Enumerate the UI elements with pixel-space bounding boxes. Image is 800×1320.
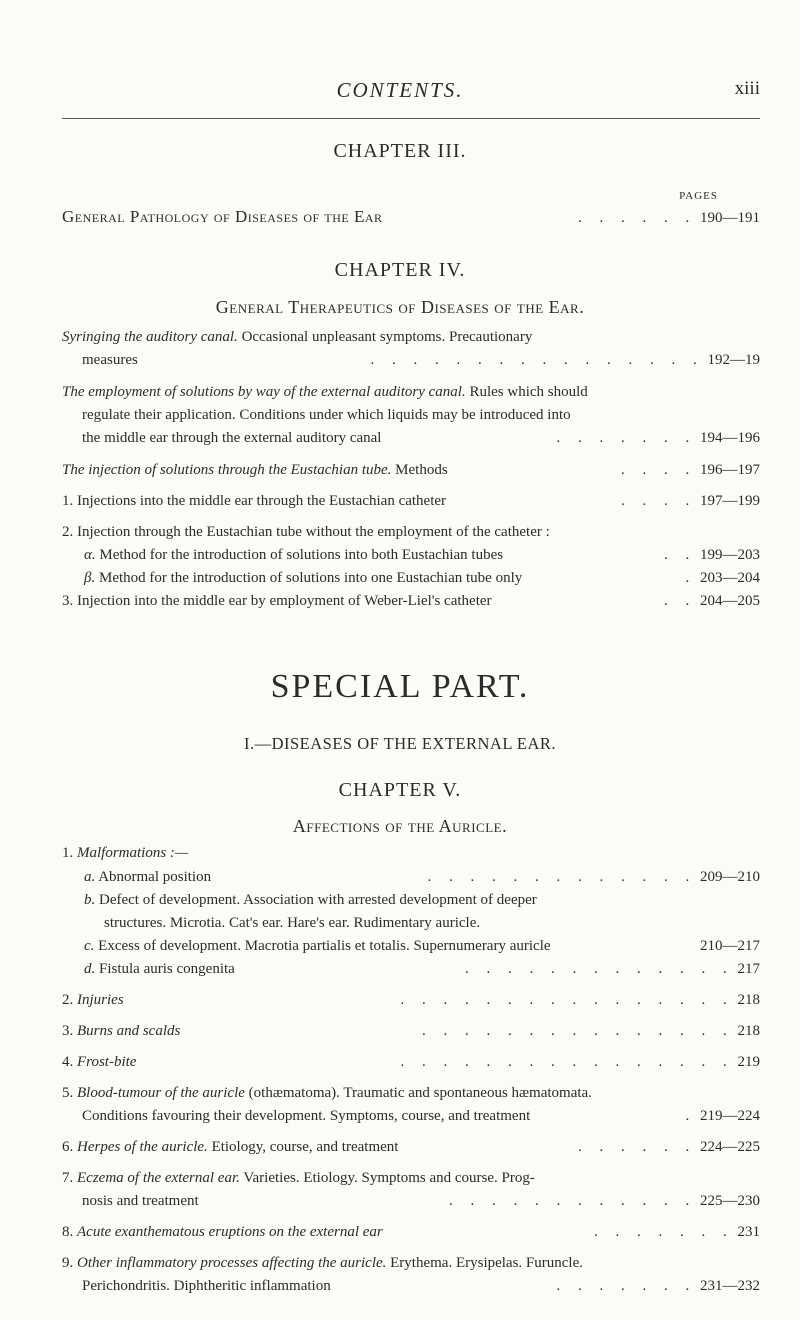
- toc-pages: 218: [737, 1023, 760, 1039]
- chapter-3-entry: General Pathology of Diseases of the Ear . . . . . . 190—191: [62, 207, 760, 226]
- toc-entry: 2. Injuries . . . . . . . . . . . . . . . . 218: [62, 992, 760, 1008]
- special-part-title: SPECIAL PART.: [270, 668, 530, 705]
- chapter-4-heading: CHAPTER IV.: [334, 259, 466, 281]
- toc-pages: 224—225: [700, 1139, 760, 1155]
- chapter-3-heading: CHAPTER III.: [333, 140, 467, 162]
- toc-entry: 3. Injection into the middle ear by employment of Weber-Liel's catheter . . 204—205: [62, 593, 760, 609]
- toc-pages: 192—19: [707, 352, 760, 368]
- chapter-4-subtitle: General Therapeutics of Diseases of the Ear.: [215, 297, 585, 317]
- chapter-3-entry-text: General Pathology of Diseases of the Ear: [62, 207, 383, 226]
- toc-pages: 209—210: [700, 869, 760, 885]
- toc-entry-cont: nosis and treatment . . . . . . . . . . . . 225—230: [82, 1193, 760, 1209]
- toc-pages: 196—197: [700, 462, 760, 478]
- chapter-5-subtitle: Affections of the Auricle.: [292, 816, 508, 836]
- toc-pages: 199—203: [700, 547, 760, 563]
- toc-pages: 225—230: [700, 1193, 760, 1209]
- toc-entry: Syringing the auditory canal. Occasional unpleasant symptoms. Precautionary: [62, 329, 533, 345]
- toc-pages: 194—196: [700, 430, 760, 446]
- toc-entry-cont: regulate their application. Conditions under which liquids may be introduced into: [82, 407, 571, 423]
- toc-entry-cont: structures. Microtia. Cat's ear. Hare's ear. Rudimentary auricle.: [104, 915, 481, 931]
- toc-pages: 219—224: [700, 1108, 760, 1124]
- running-head-title: CONTENTS.: [336, 78, 464, 102]
- toc-entry-cont: measures . . . . . . . . . . . . . . . . 192—19: [82, 352, 760, 368]
- chapter-3-entry-pages: 190—191: [700, 210, 760, 226]
- pages-label: PAGES: [679, 190, 718, 202]
- toc-pages: 219: [737, 1054, 760, 1070]
- toc-entry: 8. Acute exanthematous eruptions on the external ear . . . . . . . 231: [62, 1224, 760, 1240]
- page-number: xiii: [734, 78, 760, 99]
- toc-entry: β. Method for the introduction of solutions into one Eustachian tube only . 203—204: [84, 570, 760, 586]
- toc-entry-cont: Conditions favouring their development. Symptoms, course, and treatment . 219—224: [82, 1108, 760, 1124]
- toc-pages: 203—204: [700, 570, 760, 586]
- toc-entry: 1. Malformations :—: [62, 845, 189, 861]
- running-head: [40, 78, 760, 104]
- toc-entry: 1. Injections into the middle ear through the Eustachian catheter . . . . 197—199: [62, 493, 760, 509]
- toc-entry: 4. Frost-bite . . . . . . . . . . . . . . . . 219: [62, 1054, 760, 1070]
- toc-entry-cont: the middle ear through the external auditory canal . . . . . . . 194—196: [82, 430, 760, 446]
- toc-entry: The injection of solutions through the Eustachian tube. Methods . . . . 196—197: [62, 462, 760, 478]
- toc-entry: d. Fistula auris congenita . . . . . . . . . . . . . 217: [84, 961, 760, 977]
- toc-pages: 197—199: [700, 493, 760, 509]
- toc-pages: 204—205: [700, 593, 760, 609]
- toc-pages: 218: [737, 992, 760, 1008]
- toc-pages: 231: [737, 1224, 760, 1240]
- section-heading: I.—DISEASES OF THE EXTERNAL EAR.: [243, 734, 557, 753]
- toc-pages: 210—217: [700, 938, 760, 954]
- toc-entry: 9. Other inflammatory processes affecting the auricle. Erythema. Erysipelas. Furuncle.: [62, 1255, 584, 1271]
- toc-entry: 5. Blood-tumour of the auricle (othæmatoma). Traumatic and spontaneous hæmatomata.: [62, 1085, 592, 1101]
- toc-entry: b. Defect of development. Association with arrested development of deeper: [84, 892, 537, 908]
- toc-entry-cont: Perichondritis. Diphtheritic inflammation . . . . . . . 231—232: [82, 1278, 760, 1294]
- chapter-5-heading: CHAPTER V.: [338, 779, 462, 801]
- toc-entry: The employment of solutions by way of the external auditory canal. Rules which should: [62, 384, 588, 400]
- toc-entry: 3. Burns and scalds . . . . . . . . . . . . . . . 218: [62, 1023, 760, 1039]
- toc-pages: 217: [737, 961, 760, 977]
- toc-entry: 6. Herpes of the auricle. Etiology, course, and treatment . . . . . . 224—225: [62, 1139, 760, 1155]
- toc-pages: 231—232: [700, 1278, 760, 1294]
- toc-entry: 2. Injection through the Eustachian tube without the employment of the catheter :: [62, 524, 550, 540]
- toc-entry: 7. Eczema of the external ear. Varieties. Etiology. Symptoms and course. Prog-: [62, 1170, 535, 1186]
- header-rule: [62, 118, 760, 119]
- toc-entry: α. Method for the introduction of solutions into both Eustachian tubes . . 199—203: [84, 547, 760, 563]
- toc-entry: a. Abnormal position . . . . . . . . . . . . . 209—210: [84, 869, 760, 885]
- toc-entry: c. Excess of development. Macrotia partialis et totalis. Supernumerary auricle 210—217: [84, 938, 760, 954]
